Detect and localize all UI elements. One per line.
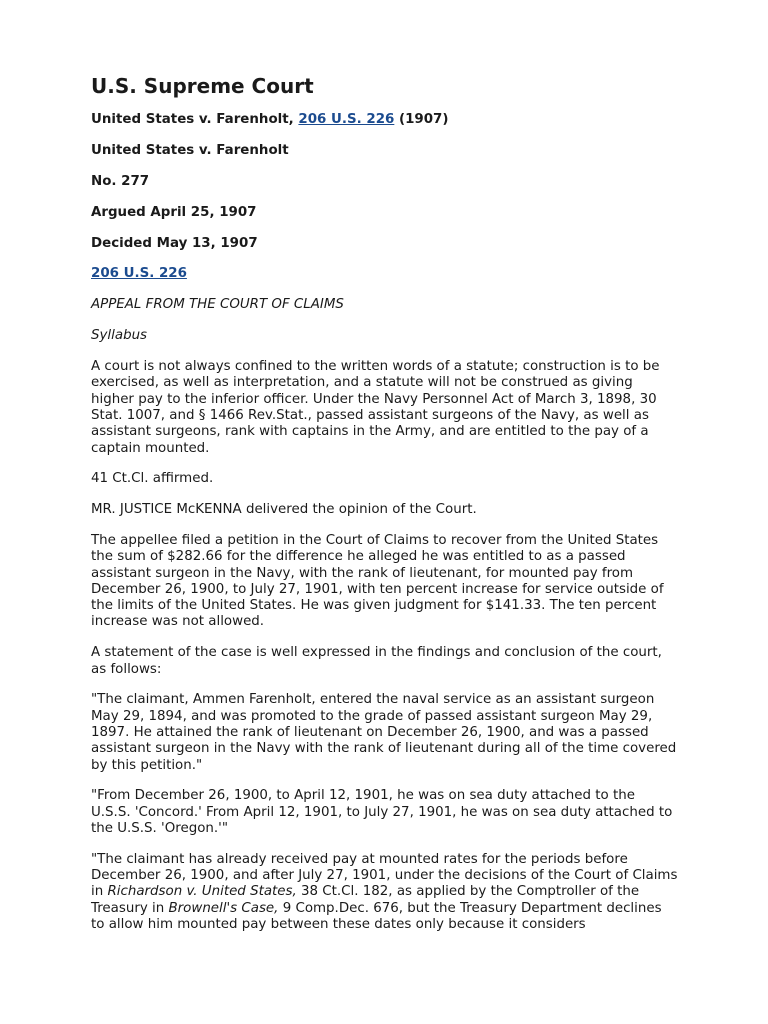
opinion-paragraph-3: "The claimant, Ammen Farenholt, entered the naval service as an assistant surgeon May 29, 1894, and was promoted to the grade of passed assistant surgeon May 29, 1897. He attained the rank of lieutenant on December 26, 1900, and was a passed assistant surgeon in the Navy with the rank of lieutenant during all of the time covered by this petition." — [91, 692, 677, 773]
appeal-line — [91, 297, 678, 313]
opinion-paragraph-1: The appellee filed a petition in the Court of Claims to recover from the United States the sum of $282.66 for the difference he alleged he was entitled to as a passed assistant surgeon in the Navy, with the rank of lieutenant, for mounted pay from December 26, 1900, to July 27, 1901, with ten percent increase for service outside of the limits of the United States. He was given judgment for $141.33. The ten percent increase was not allowed. — [91, 533, 664, 630]
syllabus-label — [91, 328, 678, 344]
case-name: United States v. Farenholt — [91, 142, 289, 158]
reporter-citation — [91, 266, 678, 282]
citation-suffix: (1907) — [394, 112, 449, 127]
opinion-intro: MR. JUSTICE McKENNA delivered the opinion of the Court. — [91, 502, 477, 518]
opinion-paragraph-2: A statement of the case is well expressed in the findings and conclusion of the court, as follows: — [91, 645, 662, 677]
p5-part-b: 38 Ct.Cl. 182, as applied by the Comptroller of the Treasury in — [91, 884, 640, 916]
p5-case-brownell: Brownell's Case, — [168, 900, 279, 916]
decided-date: Decided May 13, 1907 — [91, 235, 258, 251]
argued-date: Argued April 25, 1907 — [91, 204, 257, 220]
court-heading: U.S. Supreme Court — [91, 74, 314, 98]
p5-case-richardson: Richardson v. United States, — [107, 884, 297, 900]
citation-prefix: United States v. Farenholt, — [91, 112, 299, 127]
appeal-text: APPEAL FROM THE COURT OF CLAIMS — [91, 297, 344, 313]
affirmed-line: 41 Ct.Cl. affirmed. — [91, 471, 214, 487]
reporter-link[interactable]: 206 U.S. 226 — [91, 266, 187, 282]
opinion-paragraph-5 — [91, 852, 678, 933]
p5-part-a: "The claimant has already received pay at mounted rates for the periods before December 26, 1900, and after July 27, 1901, under the decisions of the Court of Claims in — [91, 851, 678, 900]
citation-link[interactable]: 206 U.S. 226 — [298, 112, 395, 127]
syllabus-label-text: Syllabus — [91, 328, 148, 344]
p5-part-c: 9 Comp.Dec. 676, but the Treasury Department declines to allow him mounted pay between these dates only because it considers — [91, 900, 662, 932]
syllabus-paragraph: A court is not always confined to the written words of a statute; construction is to be exercised, as well as interpretation, and a statute will not be construed as giving higher pay to the inferior officer. Under the Navy Personnel Act of March 3, 1898, 30 Stat. 1007, and § 1466 Rev.Stat., passed assistant surgeons of the Navy, as well as assistant surgeons, rank with captains in the Army, and are entitled to the pay of a captain mounted. — [91, 359, 660, 456]
case-citation — [91, 112, 678, 128]
opinion-paragraph-4: "From December 26, 1900, to April 12, 1901, he was on sea duty attached to the U.S.S. 'Concord.' From April 12, 1901, to July 27, 1901, he was on sea duty attached to the U.S.S. 'Oregon.'" — [91, 788, 673, 836]
case-number: No. 277 — [91, 173, 150, 189]
